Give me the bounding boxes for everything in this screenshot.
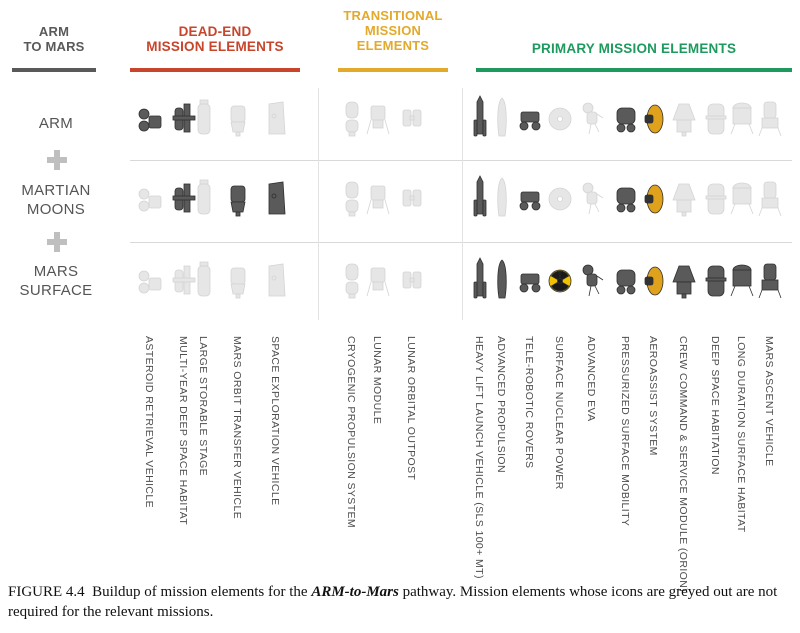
row-separator	[130, 242, 792, 243]
element-label: LUNAR MODULE	[371, 336, 383, 425]
propulsion-icon	[489, 174, 515, 224]
element-label: SPACE EXPLORATION VEHICLE	[269, 336, 281, 506]
element-label: LARGE STORABLE STAGE	[197, 336, 209, 477]
lunar-module-icon	[365, 256, 391, 306]
element-label: MARS ASCENT VEHICLE	[763, 336, 775, 467]
header-dead-end	[130, 8, 300, 54]
element-label: CRYOGENIC PROPULSION SYSTEM	[345, 336, 357, 529]
pressurized-rover-icon	[613, 94, 639, 144]
orbital-outpost-icon	[399, 256, 425, 306]
spacesuit-icon	[579, 94, 605, 144]
capsule-icon	[671, 256, 697, 306]
header-primary-title: PRIMARY MISSION ELEMENTS	[531, 41, 737, 56]
storable-stage-icon	[191, 94, 217, 144]
orbit-transfer-vehicle-icon	[225, 174, 251, 224]
habitat-module-icon	[703, 94, 729, 144]
orbit-transfer-vehicle-icon	[225, 94, 251, 144]
aeroshell-icon	[641, 174, 667, 224]
ascent-vehicle-icon	[757, 174, 783, 224]
element-label: LONG DURATION SURFACE HABITAT	[735, 336, 747, 533]
rover-icon	[517, 174, 543, 224]
surface-habitat-icon	[729, 256, 755, 306]
element-label: DEEP SPACE HABITATION	[709, 336, 721, 475]
orbital-outpost-icon	[399, 174, 425, 224]
element-label: LUNAR ORBITAL OUTPOST	[405, 336, 417, 481]
caption-emphasis: ARM-to-Mars	[311, 584, 399, 600]
header-transitional-bar	[338, 68, 448, 72]
element-label: MARS ORBIT TRANSFER VEHICLE	[231, 336, 243, 520]
element-label: MULTI-YEAR DEEP SPACE HABITAT	[177, 336, 189, 526]
group-divider	[318, 88, 319, 320]
element-label: ASTEROID RETRIEVAL VEHICLE	[143, 336, 155, 509]
header-arm-to-mars-title: ARM TO MARS	[23, 24, 85, 54]
header-primary-bar	[476, 68, 792, 72]
header-dead-end-title: DEAD-END MISSION ELEMENTS	[146, 24, 284, 54]
propulsion-icon	[489, 256, 515, 306]
header-transitional	[338, 8, 448, 53]
plus-icon	[47, 150, 67, 170]
figure-caption	[8, 582, 792, 622]
cryogenic-propulsion-icon	[339, 256, 365, 306]
cryogenic-propulsion-icon	[339, 94, 365, 144]
row-label-martian-moons: MARTIAN MOONS	[21, 182, 91, 218]
orbital-outpost-icon	[399, 94, 425, 144]
header-arm-to-mars-bar	[12, 68, 96, 72]
aeroshell-icon	[641, 256, 667, 306]
habitat-module-icon	[703, 174, 729, 224]
element-label: SURFACE NUCLEAR POWER	[553, 336, 565, 490]
caption-label: FIGURE 4.4	[8, 584, 85, 600]
row-label-arm: ARM	[38, 115, 74, 132]
lunar-module-icon	[365, 174, 391, 224]
header-dead-end-bar	[130, 68, 300, 72]
radiation-icon	[547, 94, 573, 144]
radiation-icon	[547, 174, 573, 224]
surface-habitat-icon	[729, 174, 755, 224]
exploration-vehicle-icon	[263, 94, 289, 144]
surface-habitat-icon	[729, 94, 755, 144]
pressurized-rover-icon	[613, 256, 639, 306]
plus-icon	[47, 232, 67, 252]
aeroshell-icon	[641, 94, 667, 144]
element-label: AEROASSIST SYSTEM	[647, 336, 659, 456]
radiation-icon	[547, 256, 573, 306]
exploration-vehicle-icon	[263, 256, 289, 306]
element-label: TELE-ROBOTIC ROVERS	[523, 336, 535, 469]
storable-stage-icon	[191, 256, 217, 306]
row-separator	[130, 160, 792, 161]
rover-icon	[517, 256, 543, 306]
caption-text-after: pathway. Mission elements whose icons are greyed out are not required for the relevant missions.	[8, 584, 778, 620]
row-label-mars-surface: MARS SURFACE	[19, 263, 93, 299]
asteroid-retrieval-vehicle-icon	[137, 174, 163, 224]
element-label: ADVANCED PROPULSION	[495, 336, 507, 473]
exploration-vehicle-icon	[263, 174, 289, 224]
habitat-module-icon	[703, 256, 729, 306]
group-divider	[462, 88, 463, 320]
asteroid-retrieval-vehicle-icon	[137, 94, 163, 144]
header-transitional-title: TRANSITIONAL MISSION ELEMENTS	[343, 8, 443, 53]
lunar-module-icon	[365, 94, 391, 144]
header-arm-to-mars	[12, 8, 96, 54]
cryogenic-propulsion-icon	[339, 174, 365, 224]
orbit-transfer-vehicle-icon	[225, 256, 251, 306]
asteroid-retrieval-vehicle-icon	[137, 256, 163, 306]
propulsion-icon	[489, 94, 515, 144]
caption-text-before: Buildup of mission elements for the	[92, 584, 308, 600]
storable-stage-icon	[191, 174, 217, 224]
capsule-icon	[671, 174, 697, 224]
spacesuit-icon	[579, 256, 605, 306]
header-primary	[476, 8, 792, 56]
element-label: PRESSURIZED SURFACE MOBILITY	[619, 336, 631, 527]
pressurized-rover-icon	[613, 174, 639, 224]
element-label: HEAVY LIFT LAUNCH VEHICLE (SLS 100+ MT)	[473, 336, 485, 579]
spacesuit-icon	[579, 174, 605, 224]
ascent-vehicle-icon	[757, 256, 783, 306]
ascent-vehicle-icon	[757, 94, 783, 144]
rover-icon	[517, 94, 543, 144]
capsule-icon	[671, 94, 697, 144]
element-label: CREW COMMAND & SERVICE MODULE (ORION)	[677, 336, 689, 593]
element-label: ADVANCED EVA	[585, 336, 597, 422]
